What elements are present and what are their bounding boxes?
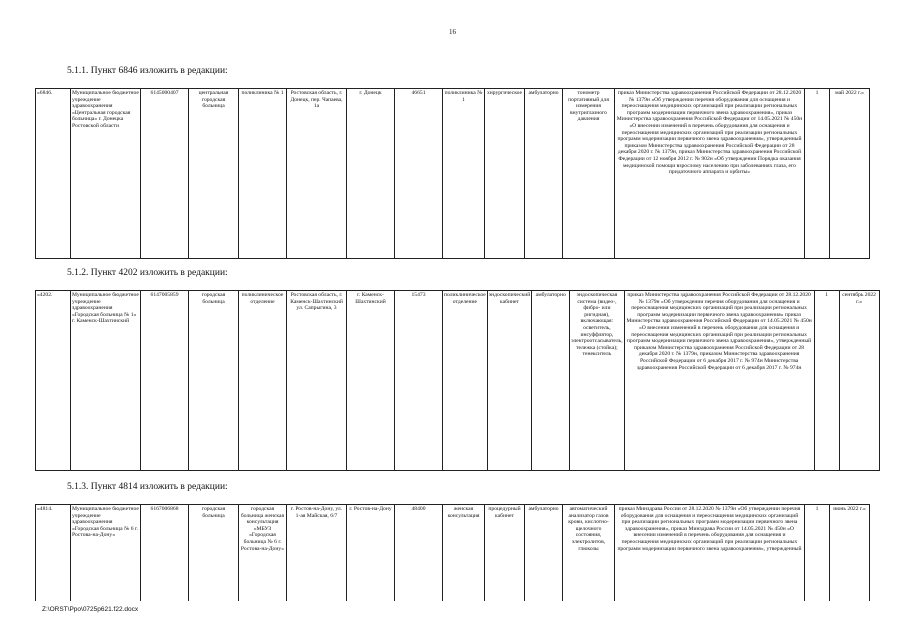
cell-unit: поликлиническое отделение — [443, 291, 488, 471]
cell-room: хирургическое — [485, 89, 525, 259]
cell-address: Ростовская область, г. Каменск-Шахтинский ул. Сапрыгина, 3 — [287, 291, 347, 471]
cell-mode: амбулаторно — [532, 291, 570, 471]
cell-date: июнь 2022 г.» — [830, 505, 870, 601]
cell-type: городская больница — [189, 505, 239, 601]
cell-mode: амбулаторно — [525, 505, 563, 601]
cell-room: процедурный кабинет — [485, 505, 525, 601]
cell-unit: поликлиника № 1 — [443, 89, 485, 259]
cell-type: центральная городская больница — [189, 89, 239, 259]
cell-equipment: эндоскопическая система (видео-, фибро- или ригидная), включающая: осветитель, инсуффлятор, электроотсасыватель, тележка (стойка); тенекситель — [570, 291, 624, 471]
cell-basis: приказ Минздрава России от 28.12.2020 № 1379н «Об утверждении перечня оборудования для оснащения и переоснащения медицинских организаций при реализации региональных программ модернизации первичного звена здравоохранения», приказ Минздрава России от 14.05.2021 № 450н «О внесении изменений в перечень оборудования для оснащения и переоснащения медицинских организаций при реализации региональных программ модернизации первичного звена здравоохранения», утвержденный — [615, 505, 805, 601]
section-heading-2: 5.1.2. Пункт 4202 изложить в редакции: — [67, 268, 228, 278]
section-heading-1: 5.1.1. Пункт 6846 изложить в редакции: — [67, 66, 228, 76]
cell-address: Ростовская область, г. Донецк, пер. Чапаева, 1а — [287, 89, 347, 259]
cell-date: сентябрь 2022 г.» — [839, 291, 879, 471]
cell-inn: 6167006868 — [141, 505, 189, 601]
cell-qty: 1 — [805, 89, 830, 259]
cell-equipment: тонометр портативный для измерения внутриглазного давления — [563, 89, 615, 259]
file-path-footer: Z:\ORST\Ppo\0725p621.f22.docx — [42, 606, 139, 613]
cell-qty: 1 — [814, 291, 839, 471]
cell-dept: городская больница женская консультация «МБУЗ «Городская больница № 6 г. Ростова-на-Дону» — [239, 505, 287, 601]
cell-org: Муниципальное бюджетное учреждение здравоохранения «Центральная городская больница» г. Донецка Ростовской области — [71, 89, 141, 259]
table-row — [36, 291, 880, 471]
cell-dept: поликлиника № 1 — [239, 89, 287, 259]
cell-qty: 1 — [805, 505, 830, 601]
cell-code: 48400 — [395, 505, 443, 601]
register-table-1 — [35, 88, 870, 259]
cell-basis: приказ Министерства здравоохранения Российской Федерации от 28.12.2020 № 1379н «Об утверждении перечня оборудования для оснащения и переоснащения медицинских организаций при реализации региональных программ модернизации первичного звена здравоохранения» приказ Министерства здравоохранения Российской Федерации от 14.05.2021 № 450н «О внесении изменений в перечень оборудования для оснащения и переоснащения медицинских организаций при реализации региональных программ модернизации первичного звена здравоохранения», утвержденный приказом Министерства здравоохранения Российской Федерации от 28 декабря 2020 г. № 1379н, приказом Министерства здравоохранения Российской Федерации от 6 декабря 2017 г. № 974н Министерства здравоохранения Российской Федерации от 6 декабря 2017 г. № 974н — [624, 291, 814, 471]
cell-num: «6846. — [36, 89, 71, 259]
cell-inn: 6145000407 — [141, 89, 189, 259]
cell-code: 15473 — [395, 291, 443, 471]
cell-city: г. Каменск-Шахтинский — [347, 291, 395, 471]
cell-dept: поликлиническое отделение — [239, 291, 287, 471]
cell-mode: амбулаторно — [525, 89, 563, 259]
cell-num: «4202. — [36, 291, 71, 471]
page-number: 16 — [449, 28, 456, 36]
table-row — [36, 505, 870, 601]
cell-inn: 6147005859 — [141, 291, 189, 471]
table-row — [36, 89, 870, 259]
cell-equipment: автоматический анализатор газов крови, кислотно-щелочного состояния, электролитов, глюкозы — [563, 505, 615, 601]
cell-basis: приказ Министерства здравоохранения Российской Федерации от 28.12.2020 № 1379н «Об утверждении перечня оборудования для оснащения и переоснащения медицинских организаций при реализации региональных программ модернизации первичного звена здравоохранения», приказ Министерства здравоохранения Российской Федерации от 14.05.2021 № 450н «О внесении изменений в перечень оборудования для оснащения и переоснащения медицинских организаций при реализации региональных программ модернизации первичного звена здравоохранения», утвержденный приказом Министерства здравоохранения Российской Федерации от 28 декабря 2020 г. № 1379н, приказ Министерства здравоохранения Российской Федерации от 12 ноября 2012 г. № 902н «Об утверждении Порядка оказания медицинской помощи взрослому населению при заболеваниях глаза, его придаточного аппарата и орбиты» — [615, 89, 805, 259]
section-heading-3: 5.1.3. Пункт 4814 изложить в редакции: — [67, 482, 228, 492]
cell-date: май 2022 г.» — [830, 89, 870, 259]
cell-city: г. Ростов-на-Дону — [347, 505, 395, 601]
cell-room: эндоскопический кабинет — [487, 291, 532, 471]
register-table-3 — [35, 504, 870, 601]
cell-code: 46651 — [395, 89, 443, 259]
register-table-2 — [35, 290, 880, 471]
cell-address: г. Ростов-на-Дону, ул. 1-ая Майская, 6/7 — [287, 505, 347, 601]
cell-num: «4814. — [36, 505, 71, 601]
cell-unit: женская консультация — [443, 505, 485, 601]
cell-org: Муниципальное бюджетное учреждение здравоохранения «Городская больница № 6 г. Ростова-на-Дону» — [71, 505, 141, 601]
cell-type: городская больница — [189, 291, 239, 471]
cell-org: Муниципальное бюджетное учреждение здравоохранения «Городская больница № 1» г. Каменск-Шахтинский — [71, 291, 141, 471]
cell-city: г. Донецк — [347, 89, 395, 259]
